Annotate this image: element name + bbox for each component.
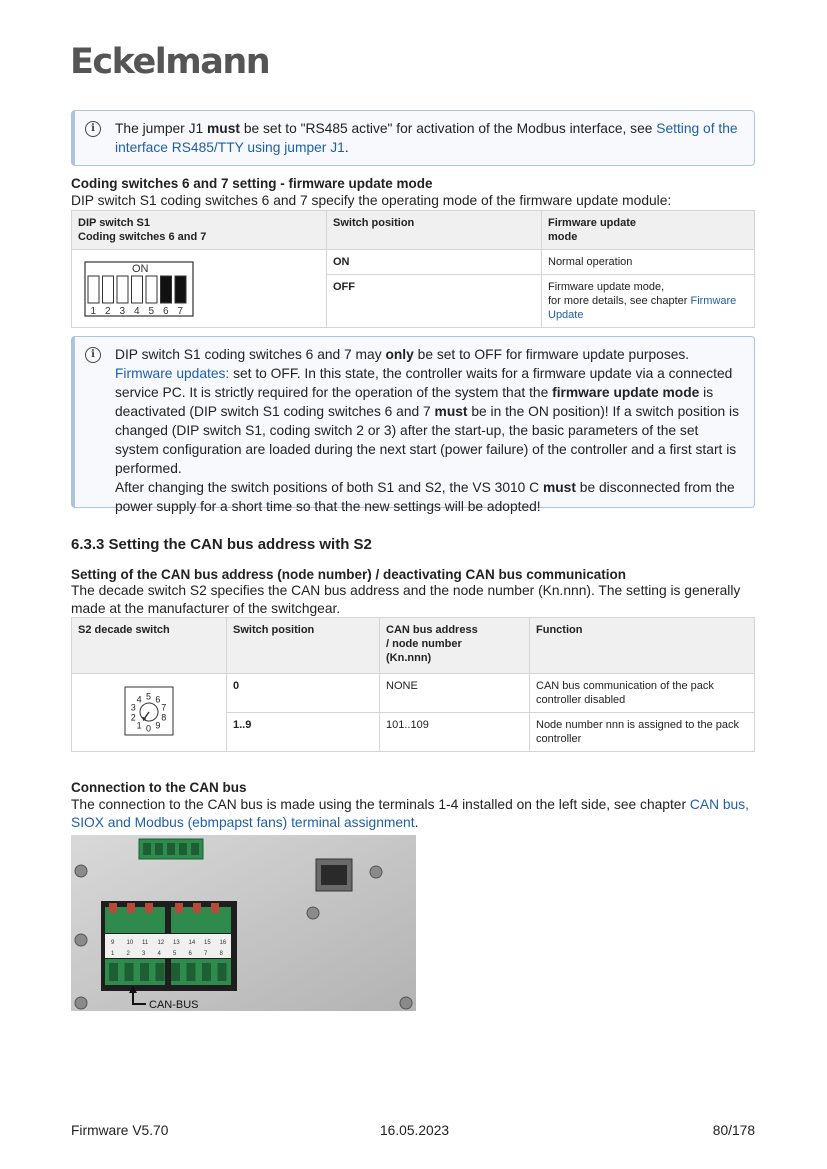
dip-switch-table — [71, 210, 755, 328]
terminal-number: 3 — [142, 951, 146, 957]
terminal-latch — [175, 903, 183, 913]
section-text-can-connection: The connection to the CAN bus is made using the terminals 1-4 installed on the left side, see chapter CAN bus, SIOX and Modbus (ebmpapst fans) terminal assignment. — [71, 797, 749, 830]
col-header-dip: DIP switch S1 Coding switches 6 and 7 — [72, 211, 327, 250]
dial-digit: 2 — [130, 711, 136, 722]
dial-digit: 8 — [161, 711, 167, 722]
terminal-number: 14 — [188, 940, 196, 946]
col-header-mode: Firmware update mode — [542, 211, 755, 250]
link-jumper-setting[interactable]: Setting of the interface RS485/TTY using jumper J1 — [115, 121, 738, 155]
section-text-coding-switches: DIP switch S1 coding switches 6 and 7 specify the operating mode of the firmware update module: — [71, 193, 672, 208]
terminal-number: 1 — [111, 951, 115, 957]
dip-switch-7 — [175, 276, 186, 303]
terminal-number: 7 — [204, 951, 208, 957]
decade-switch-image-cell — [72, 674, 227, 752]
company-logo: Eckelmann — [70, 42, 270, 82]
decade-switch-dial — [123, 685, 175, 737]
dip-switch-6 — [161, 276, 172, 303]
can-bus-label: CAN-BUS — [149, 999, 199, 1011]
row-0-address: NONE — [380, 674, 530, 713]
dial-digit: 3 — [130, 702, 136, 713]
terminal-number: 5 — [173, 951, 177, 957]
section-title-can-address: 6.3.3 Setting the CAN bus address with S2 — [71, 536, 372, 553]
dip-number: 5 — [148, 305, 155, 317]
terminal-latch — [127, 903, 135, 913]
row-0-position: 0 — [227, 674, 380, 713]
top-terminal-pin — [167, 843, 175, 855]
row-on-mode: Normal operation — [542, 250, 755, 275]
row-on-position: ON — [327, 250, 542, 275]
dip-switch-1 — [88, 276, 99, 303]
dial-digit: 9 — [155, 719, 161, 730]
row-off-position: OFF — [327, 275, 542, 328]
terminal-latch — [109, 903, 117, 913]
info-icon: i — [85, 347, 101, 363]
top-terminal-pin — [179, 843, 187, 855]
dip-number: 4 — [134, 305, 140, 317]
terminal-number: 4 — [157, 951, 161, 957]
top-terminal-pin — [191, 843, 199, 855]
dial-digit: 6 — [155, 694, 161, 705]
row-1-function: Node number nnn is assigned to the pack controller — [530, 713, 755, 752]
terminal-number: 2 — [126, 951, 130, 957]
col-header-switch-position: Switch position — [227, 618, 380, 674]
link-can-terminal-assignment[interactable]: CAN bus, SIOX and Modbus (ebmpapst fans) terminal assignment — [71, 797, 749, 830]
dip-on-label: ON — [132, 262, 149, 275]
top-terminal-pin — [143, 843, 151, 855]
terminal-number: 8 — [219, 951, 223, 957]
note2-para1: DIP switch S1 coding switches 6 and 7 may only be set to OFF for firmware update purposes. — [115, 347, 690, 362]
terminal-number: 11 — [142, 940, 149, 946]
link-firmware-update[interactable]: Firmware Update — [548, 295, 737, 321]
col-header-position: Switch position — [327, 211, 542, 250]
col-header-s2: S2 decade switch — [72, 618, 227, 674]
dip-switch-2 — [103, 276, 114, 303]
dip-switch-diagram — [84, 261, 194, 317]
terminal-number: 12 — [157, 940, 165, 946]
section-text-can-address: The decade switch S2 specifies the CAN bus address and the node number (Kn.nnn). The setting is generally made at the manufacturer of the switchgear. — [71, 583, 741, 616]
terminal-latch — [211, 903, 219, 913]
terminal-number: 13 — [173, 940, 180, 946]
terminal-number: 10 — [126, 940, 134, 946]
dial-digit: 1 — [136, 719, 142, 730]
can-bus-terminal-photo — [71, 835, 416, 1011]
section-heading-can-address: Setting of the CAN bus address (node number) / deactivating CAN bus communication — [71, 567, 627, 582]
terminal-number: 15 — [204, 940, 211, 946]
footer-date: 16.05.2023 — [380, 1123, 450, 1138]
dip-number: 7 — [177, 305, 184, 317]
footer-firmware: Firmware V5.70 — [71, 1123, 169, 1138]
dip-number: 3 — [119, 305, 126, 317]
dip-number: 6 — [163, 305, 169, 317]
dial-digit: 4 — [136, 694, 142, 705]
note-text: The jumper J1 must be set to "RS485 active" for activation of the Modbus interface, see Setting of the interface RS485/TTY using jumper J1. — [115, 121, 738, 155]
row-1-position: 1..9 — [227, 713, 380, 752]
footer-page-number: 80/178 — [712, 1123, 755, 1138]
section-heading-coding-switches: Coding switches 6 and 7 setting - firmware update mode — [71, 176, 433, 191]
dip-number: 2 — [105, 305, 111, 317]
col-header-can-address: CAN bus address / node number (Kn.nnn) — [380, 618, 530, 674]
dip-switch-image-cell — [72, 250, 327, 328]
link-firmware-updates[interactable]: Firmware updates: — [115, 366, 230, 381]
terminal-number: 16 — [219, 940, 227, 946]
terminal-latch — [145, 903, 153, 913]
dip-switch-5 — [146, 276, 157, 303]
row-0-function: CAN bus communication of the pack controller disabled — [530, 674, 755, 713]
terminal-number: 9 — [111, 940, 115, 946]
info-icon: i — [85, 121, 101, 137]
dip-switch-3 — [117, 276, 128, 303]
decade-switch-table — [71, 617, 755, 752]
terminal-latch — [193, 903, 201, 913]
terminal-number: 6 — [188, 951, 192, 957]
dial-digit: 0 — [146, 723, 152, 733]
row-1-address: 101..109 — [380, 713, 530, 752]
top-terminal-pin — [155, 843, 163, 855]
note2-para2: Firmware updates: set to OFF. In this state, the controller waits for a firmware update via a connected service PC. It is strictly required for the operation of the system that the firmware update mode is deactivated (DIP switch S1 coding switches 6 and 7 must be in the ON position)! If a switch position is changed (DIP switch S1, coding switch 2 or 3) after the start-up, the basic parameters of the set system configuration are loaded during the next start (power failure) of the controller and a first start is performed. — [115, 366, 739, 476]
info-note-firmware — [71, 336, 755, 514]
row-off-mode: Firmware update mode, for more details, see chapter Firmware Update — [542, 275, 755, 328]
col-header-function: Function — [530, 618, 755, 674]
note2-para3: After changing the switch positions of both S1 and S2, the VS 3010 C must be disconnected from the power supply for a short time so that the new settings will be adopted! — [115, 480, 735, 514]
dip-number: 1 — [90, 305, 97, 317]
section-heading-can-connection: Connection to the CAN bus — [71, 780, 247, 795]
dial-digit: 5 — [146, 691, 152, 701]
dial-digit: 7 — [161, 702, 167, 713]
info-note-jumper — [71, 110, 755, 166]
dip-switch-4 — [132, 276, 143, 303]
